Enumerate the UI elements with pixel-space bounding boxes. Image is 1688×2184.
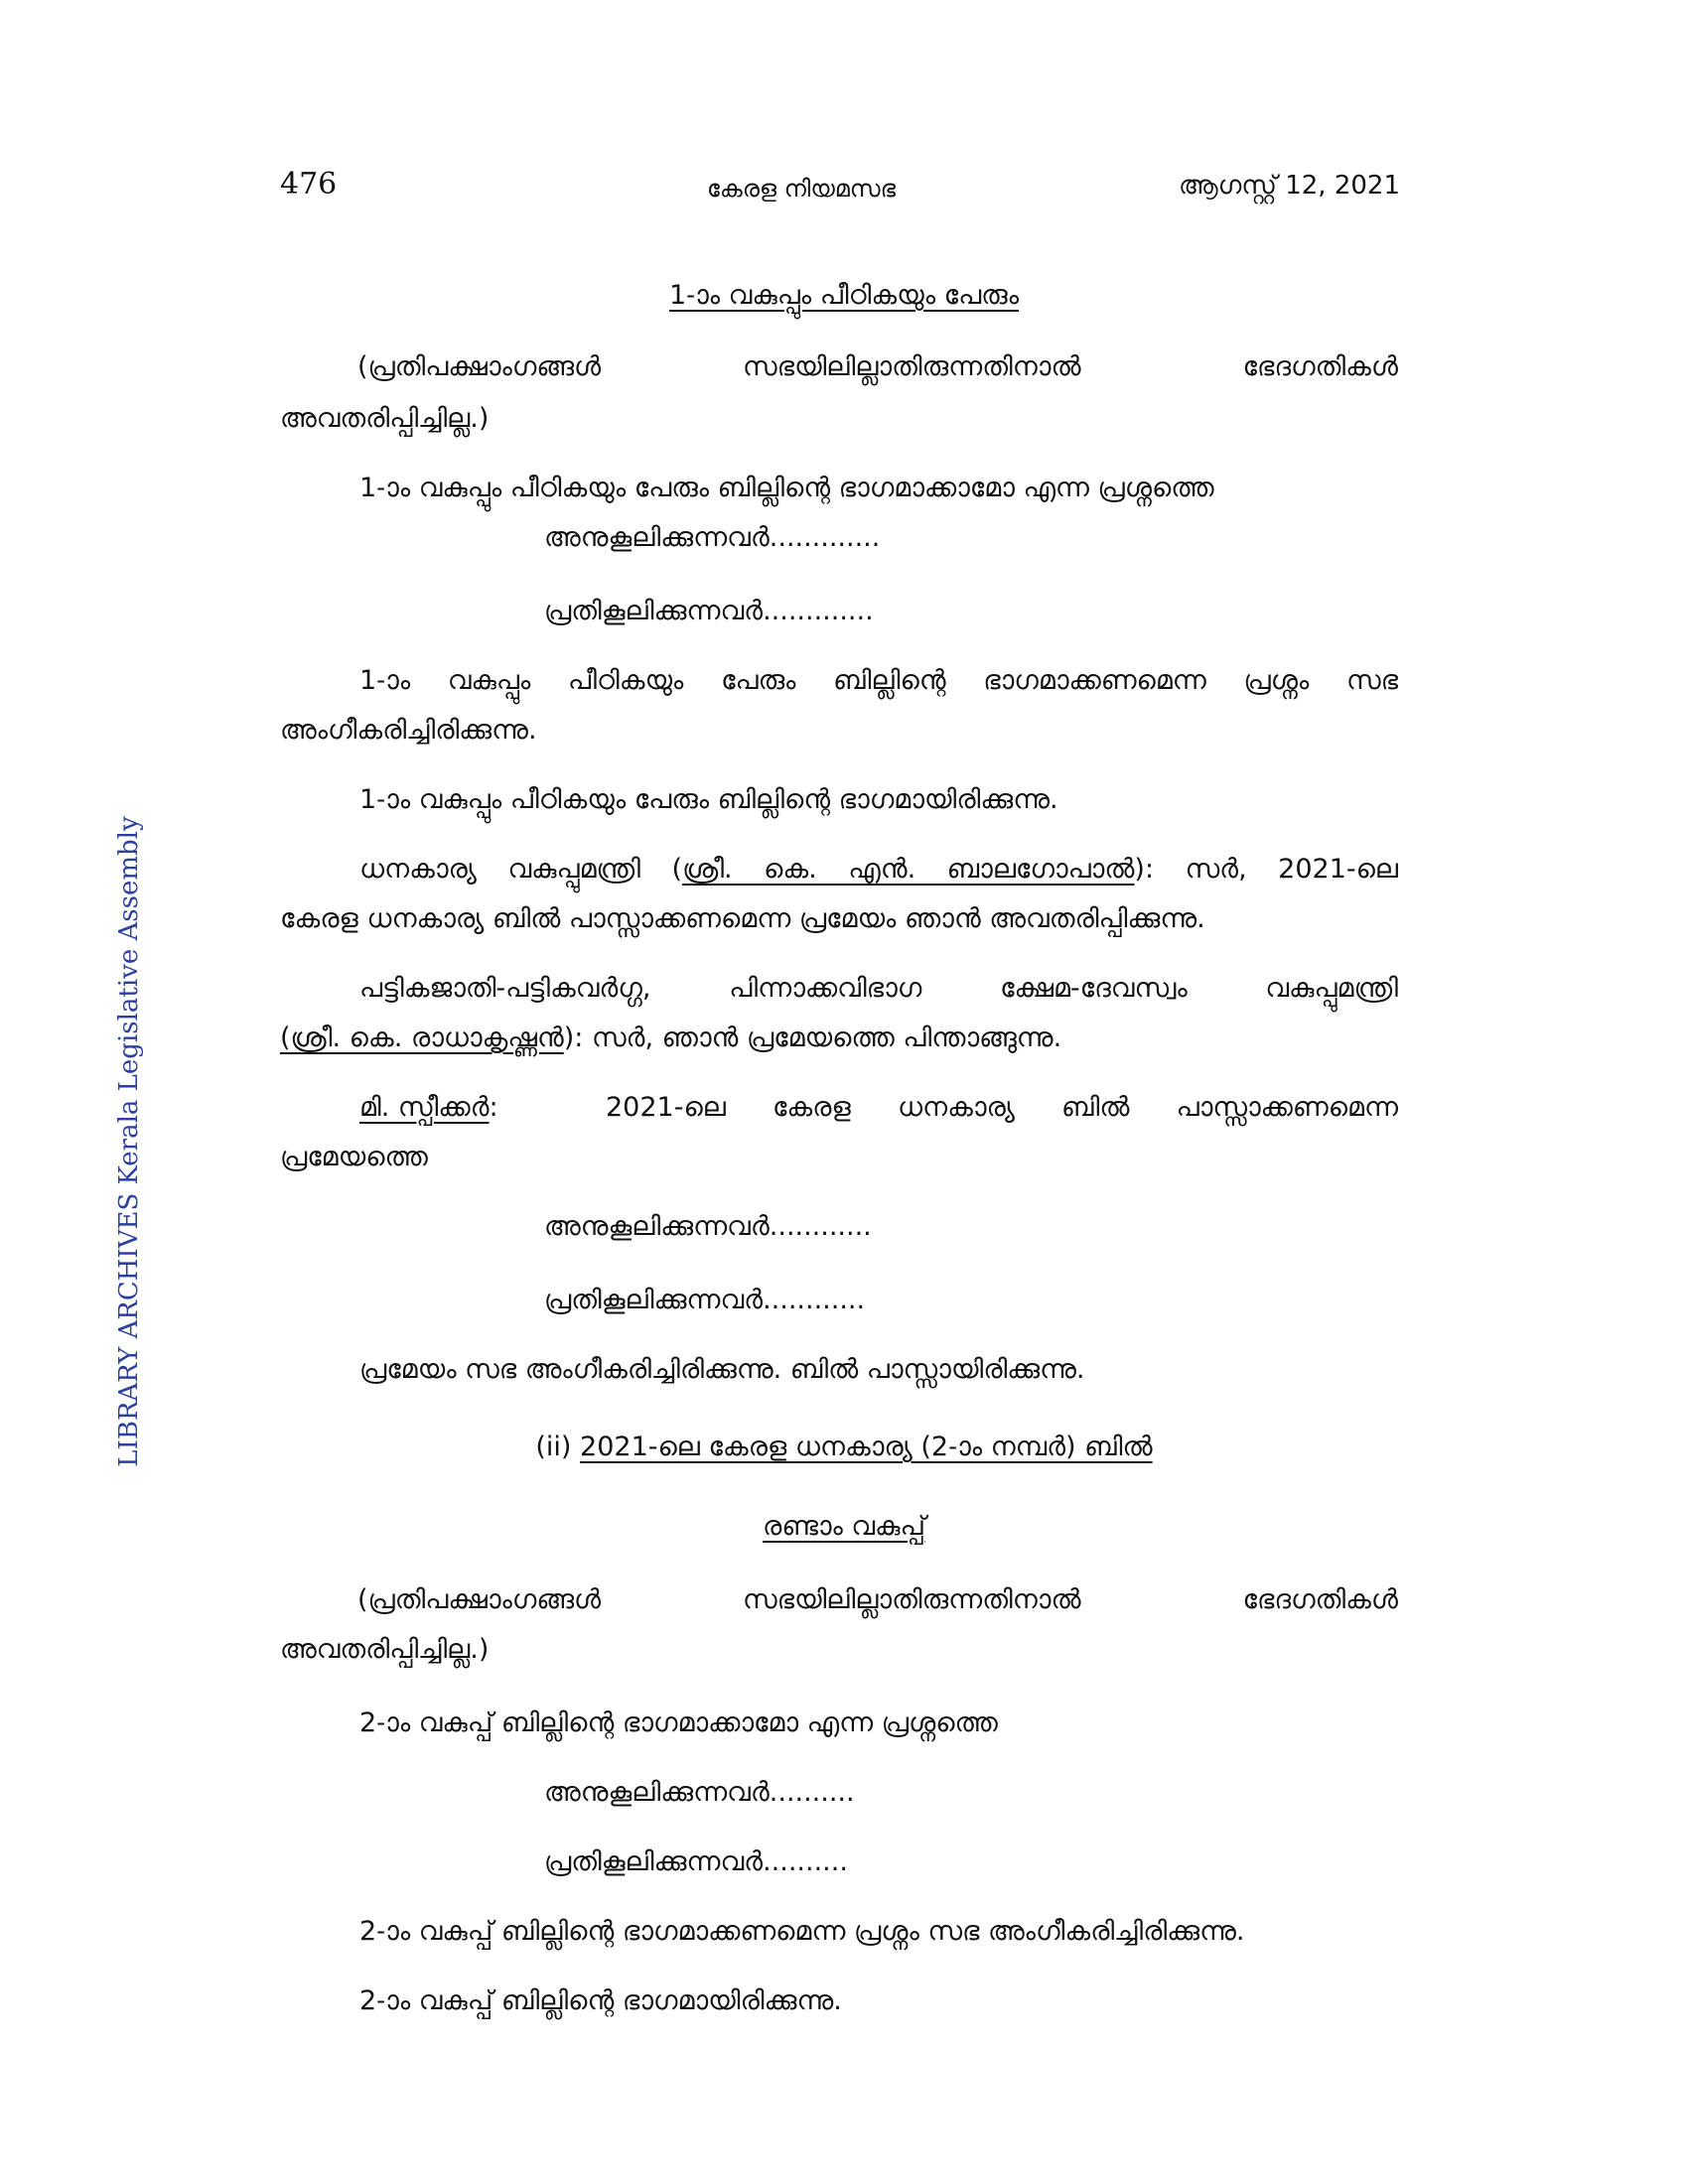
bill2-ayes: അനുകൂലിക്കുന്നവർ..........	[544, 1777, 855, 1808]
section1-note-c: ഭേദഗതികൾ	[1242, 351, 1398, 382]
motion-seconder-name: (ശ്രീ. കെ. രാധാകൃഷ്ണൻ	[280, 1023, 564, 1053]
page-header-date: ആഗസ്റ്റ് 12, 2021	[1179, 171, 1400, 201]
page-number: 476	[280, 167, 338, 202]
motion-minister-name: ശ്രീ. കെ. എൻ. ബാലഗോപാൽ	[682, 854, 1135, 885]
bill2-noes: പ്രതികൂലിക്കുന്നവർ..........	[544, 1846, 848, 1877]
section1-adopted-line2: അംഗീകരിച്ചിരിക്കുന്നു.	[280, 715, 537, 746]
bill2-question: 2-ാം വകുപ്പ് ബില്ലിന്റെ ഭാഗമാക്കാമോ എന്ന പ്രശ്നത്തെ	[359, 1707, 998, 1738]
bill2-heading-text: 2021-ലെ കേരള ധനകാര്യ (2-ാം നമ്പർ) ബിൽ	[580, 1432, 1153, 1462]
section1-heading-text: 1-ാം വകുപ്പും പീഠികയും പേരും	[668, 280, 1020, 311]
section1-adopted-line1: 1-ാം വകുപ്പും പീഠികയും പേരും ബില്ലിന്റെ ഭാഗമാക്കണമെന്ന പ്രശ്നം സഭ	[359, 665, 1398, 696]
motion-speaker-name: മി. സ്പീക്കർ	[359, 1092, 490, 1123]
section1-note-b: സഭയിലില്ലാതിരുന്നതിനാൽ	[743, 351, 1081, 382]
section1-question: 1-ാം വകുപ്പും പീഠികയും പേരും ബില്ലിന്റെ ഭാഗമാക്കാമോ എന്ന പ്രശ്നത്തെ	[359, 473, 1214, 503]
bill2-heading-prefix: (ii)	[535, 1432, 581, 1462]
section1-noes: പ്രതികൂലിക്കുന്നവർ.............	[544, 596, 874, 626]
motion-ayes: അനുകൂലിക്കുന്നവർ............	[544, 1211, 872, 1242]
bill2-adopted: 2-ാം വകുപ്പ് ബില്ലിന്റെ ഭാഗമാക്കണമെന്ന പ്രശ്നം സഭ അംഗീകരിച്ചിരിക്കുന്നു.	[359, 1916, 1245, 1947]
bill2-note-b: സഭയിലില്ലാതിരുന്നതിനാൽ	[743, 1584, 1081, 1615]
motion-minister-suffix: ): സർ, 2021-ലെ	[1134, 854, 1398, 885]
section1-ayes: അനുകൂലിക്കുന്നവർ.............	[544, 522, 881, 553]
archive-watermark: LIBRARY ARCHIVES Kerala Legislative Assembly	[114, 816, 144, 1467]
section1-result: 1-ാം വകുപ്പും പീഠികയും പേരും ബില്ലിന്റെ ഭാഗമായിരിക്കുന്നു.	[359, 784, 1058, 815]
motion-speaker-label	[359, 1088, 498, 1128]
bill2-subheading-text: രണ്ടാം വകുപ്പ്	[762, 1511, 926, 1542]
bill2-subheading	[0, 1507, 1688, 1547]
motion-seconder-line1: പട്ടികജാതി-പട്ടികവർഗ്ഗ, പിന്നാക്കവിഭാഗ ക്ഷേമ-ദേവസ്വം വകുപ്പുമന്ത്രി	[359, 973, 1398, 1004]
bill2-note-line2: അവതരിപ്പിച്ചില്ല.)	[280, 1634, 490, 1665]
motion-minister-prefix: ധനകാര്യ വകുപ്പുമന്ത്രി (	[359, 854, 683, 885]
bill2-result: 2-ാം വകുപ്പ് ബില്ലിന്റെ ഭാഗമായിരിക്കുന്നു.	[359, 1985, 842, 2016]
bill2-note-a: (പ്രതിപക്ഷാംഗങ്ങൾ	[357, 1584, 602, 1615]
motion-speaker-line2: പ്രമേയത്തെ	[280, 1142, 428, 1172]
motion-result: പ്രമേയം സഭ അംഗീകരിച്ചിരിക്കുന്നു. ബിൽ പാസ്സായിരിക്കുന്നു.	[359, 1354, 1085, 1385]
section1-heading	[0, 276, 1688, 316]
motion-noes: പ്രതികൂലിക്കുന്നവർ............	[544, 1285, 866, 1315]
motion-minister-line2: കേരള ധനകാര്യ ബിൽ പാസ്സാക്കണമെന്ന പ്രമേയം ഞാൻ അവതരിപ്പിക്കുന്നു.	[280, 903, 1205, 934]
motion-speaker-text: 2021-ലെ കേരള ധനകാര്യ ബിൽ പാസ്സാക്കണമെന്ന	[606, 1092, 1398, 1123]
section1-note-a: (പ്രതിപക്ഷാംഗങ്ങൾ	[357, 351, 602, 382]
section1-note-line2: അവതരിപ്പിച്ചില്ല.)	[280, 403, 490, 434]
motion-minister-line1	[359, 850, 1398, 889]
page-header-title: കേരള നിയമസഭ	[707, 175, 897, 203]
motion-seconder-line2	[280, 1019, 1061, 1058]
motion-speaker-colon: :	[489, 1092, 498, 1123]
motion-seconder-suffix: ): സർ, ഞാൻ പ്രമേയത്തെ പിന്താങ്ങുന്നു.	[563, 1023, 1062, 1053]
bill2-heading	[0, 1428, 1688, 1467]
bill2-note-c: ഭേദഗതികൾ	[1242, 1584, 1398, 1615]
